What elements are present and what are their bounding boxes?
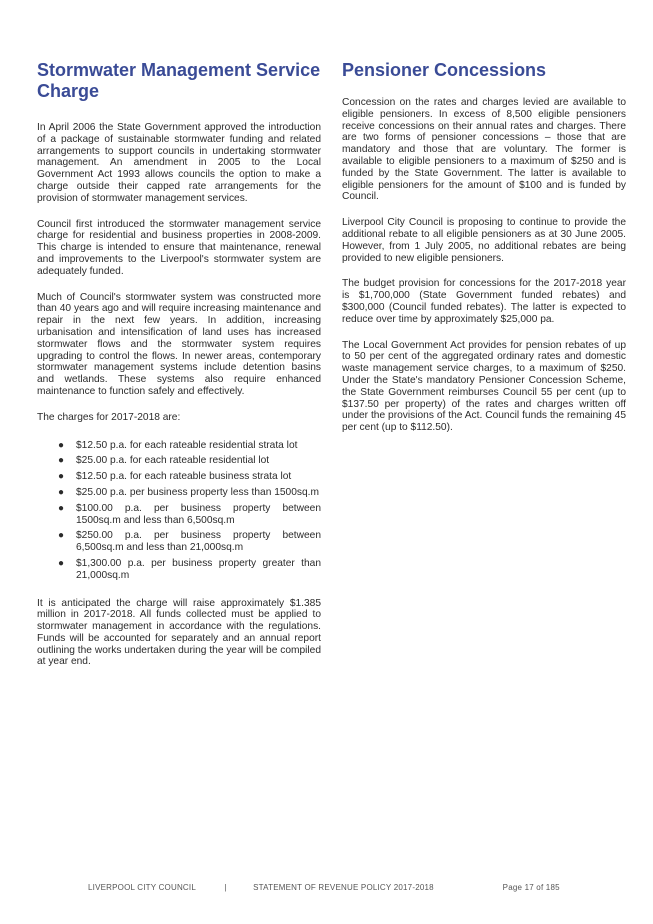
charges-list — [37, 440, 321, 582]
pensioner-paragraph-1: Concession on the rates and charges levied are available to eligible pensioners. In excess of 8,500 eligible pensioners receive concessions on their annual rates and charges. There are two forms of pensioner concessions – those that are mandatory and those that are voluntary. The former is available to eligible pensioners to a maximum of $250 and is funded by the State Government. The latter is available to eligible pensioners for the amount of $100 and is funded by Council. — [342, 97, 626, 203]
footer-org: LIVERPOOL CITY COUNCIL — [88, 883, 196, 892]
list-item — [37, 503, 321, 527]
footer-document-title: STATEMENT OF REVENUE POLICY 2017-2018 — [253, 883, 434, 892]
bullet-icon: ● — [58, 439, 65, 451]
bullet-icon: ● — [58, 502, 65, 514]
bullet-icon: ● — [58, 530, 65, 542]
charge-text: $25.00 p.a. for each rateable residential lot — [76, 455, 270, 467]
bullet-icon: ● — [58, 486, 65, 498]
list-item — [37, 455, 321, 467]
list-item — [37, 530, 321, 554]
stormwater-paragraph-2: Council first introduced the stormwater management service charge for residential and business properties in 2008-2009. This charge is intended to ensure that maintenance, renewal and improvements to the Liverpool's stormwater system are adequately funded. — [37, 218, 321, 277]
stormwater-heading: Stormwater Management Service Charge — [37, 60, 321, 101]
charge-text: $25.00 p.a. per business property less than 1500sq.m — [76, 486, 319, 498]
page-footer — [88, 883, 588, 892]
list-item — [37, 471, 321, 483]
stormwater-paragraph-1: In April 2006 the State Government approved the introduction of a package of sustainable stormwater funding and related arrangements to support councils in undertaking stormwater management. An amendment in 2005 to the Local Government Act 1993 allows councils the option to make a charge outside their capped rate arrangements for the provision of stormwater management services. — [37, 122, 321, 204]
pensioner-paragraph-4: The Local Government Act provides for pension rebates of up to 50 per cent of the aggregated ordinary rates and domestic waste management service charges, to a maximum of $250. Under the State's mandatory Pensioner Concession Scheme, the State Government reimburses Council 55 per cent (up to $137.50 per property) of the rates and charges written off under the provisions of the Act. Council funds the remaining 45 per cent (up to $112.50). — [342, 339, 626, 434]
list-item — [37, 440, 321, 452]
charge-text: $100.00 p.a. per business property between 1500sq.m and less than 6,500sq.m — [76, 502, 321, 526]
left-column — [37, 60, 321, 682]
footer-separator: | — [224, 883, 227, 892]
charge-text: $12.50 p.a. for each rateable residential strata lot — [76, 439, 298, 451]
bullet-icon: ● — [58, 471, 65, 483]
pensioner-paragraph-3: The budget provision for concessions for the 2017-2018 year is $1,700,000 (State Government funded rebates) and $300,000 (Council funded rebates). The latter is expected to reduce over time by approximately $25,000 pa. — [342, 278, 626, 325]
list-item — [37, 558, 321, 582]
footer-page-number: Page 17 of 185 — [502, 883, 560, 892]
pensioner-paragraph-2: Liverpool City Council is proposing to continue to provide the additional rebate to all eligible pensioners as at 30 June 2005. However, from 1 July 2005, no additional rebates are being provided to new eligible pensioners. — [342, 217, 626, 264]
charges-intro: The charges for 2017-2018 are: — [37, 411, 181, 423]
charge-text: $12.50 p.a. for each rateable business strata lot — [76, 471, 292, 483]
pensioner-heading: Pensioner Concessions — [342, 60, 547, 80]
stormwater-paragraph-3: Much of Council's stormwater system was constructed more than 40 years ago and will require increasing maintenance and repair in the next few years. In addition, increasing urbanisation and intensification of land uses has increased stormwater flows and the stormwater system requires upgrading to control the flows. In newer areas, contemporary stormwater management systems include detention basins and wetlands. These systems also require enhanced maintenance to function safely and effectively. — [37, 291, 321, 397]
bullet-icon: ● — [58, 557, 65, 569]
charge-text: $1,300.00 p.a. per business property greater than 21,000sq.m — [76, 557, 321, 581]
stormwater-closing: It is anticipated the charge will raise approximately $1.385 million in 2017-2018. All funds collected must be applied to stormwater management in accordance with the regulations. Funds will be accounted for separately and an annual report outlining the works undertaken during the year will be compiled at year end. — [37, 597, 321, 668]
right-column — [342, 60, 626, 448]
bullet-icon: ● — [58, 455, 65, 467]
charge-text: $250.00 p.a. per business property between 6,500sq.m and less than 21,000sq.m — [76, 530, 321, 554]
list-item — [37, 487, 321, 499]
